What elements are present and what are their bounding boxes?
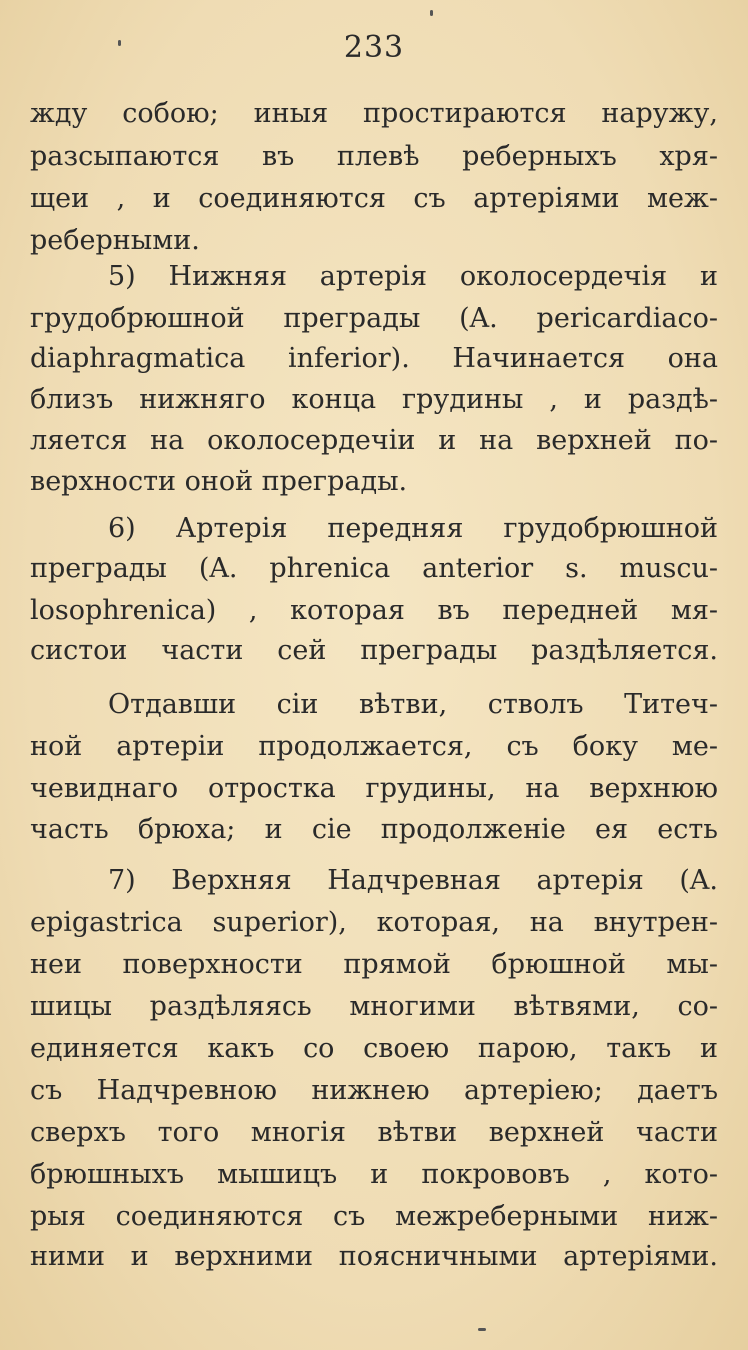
text-line: 7) Верхняя Надчревная артерія (A.	[108, 865, 718, 896]
ink-speck	[478, 1328, 486, 1331]
text-line: жду собою; иныя простираются наружу,	[30, 98, 718, 129]
text-line: 5) Нижняя артерія околосердечія и	[108, 261, 718, 292]
text-line: 6) Артерія передняя грудобрюшной	[108, 513, 718, 544]
text-line: ляется на околосердечіи и на верхней по-	[30, 425, 718, 456]
text-line: ними и верхними поясничными артеріями.	[30, 1241, 718, 1272]
text-line: часть брюха; и сіе продолженіе ея есть	[30, 814, 718, 845]
text-line: близъ нижняго конца грудины , и раздѣ-	[30, 384, 718, 415]
text-line: сверхъ того многія вѣтви верхней части	[30, 1117, 718, 1148]
text-line: съ Надчревною нижнею артеріею; даетъ	[30, 1075, 718, 1106]
text-line: брюшныхъ мышицъ и покрововъ , кото-	[30, 1159, 718, 1190]
text-line: щеи , и соединяются съ артеріями меж-	[30, 183, 718, 214]
text-line: верхности оной преграды.	[30, 466, 408, 497]
text-line: преграды (A. phrenica anterior s. muscu-	[30, 553, 718, 584]
text-line: чевиднаго отростка грудины, на верхнюю	[30, 773, 718, 804]
ink-speck	[118, 40, 121, 46]
page-number: 233	[343, 30, 405, 65]
text-line: неи поверхности прямой брюшной мы-	[30, 949, 718, 980]
text-line: единяется какъ со своею парою, такъ и	[30, 1033, 718, 1064]
text-line: рыя соединяются съ межреберными ниж-	[30, 1201, 718, 1232]
text-line: систои части сей преграды раздѣляется.	[30, 635, 718, 666]
text-line: Отдавши сіи вѣтви, стволъ Титеч-	[108, 689, 718, 720]
text-line: epigastrica superior), которая, на внутрен-	[30, 907, 718, 938]
text-line: diaphragmatica inferior). Начинается она	[30, 343, 718, 374]
text-line: грудобрюшной преграды (A. pericardiaco-	[30, 303, 718, 334]
text-line: разсыпаются въ плевѣ реберныхъ хря-	[30, 141, 718, 172]
text-line: losophrenica) , которая въ передней мя-	[30, 595, 718, 626]
text-line: шицы раздѣляясь многими вѣтвями, со-	[30, 991, 718, 1022]
text-line: ной артеріи продолжается, съ боку ме-	[30, 731, 718, 762]
text-line: реберными.	[30, 225, 200, 256]
ink-speck	[430, 10, 433, 16]
